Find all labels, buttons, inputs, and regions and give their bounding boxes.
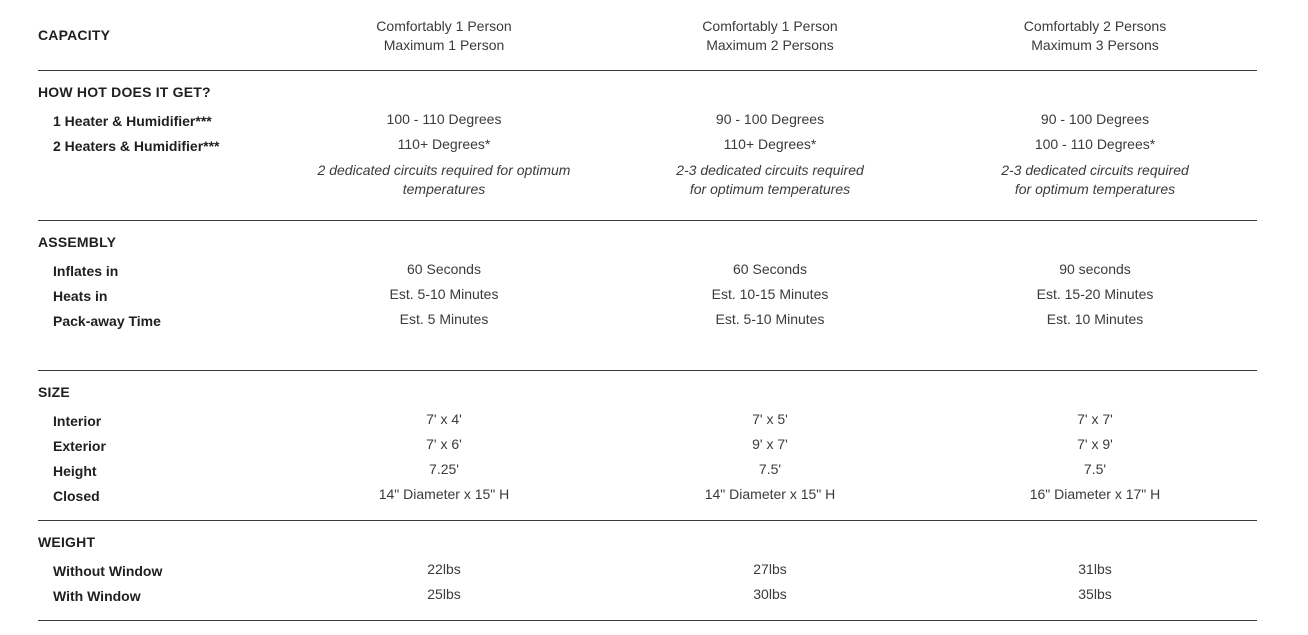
capacity-col-3 bbox=[945, 17, 1245, 55]
row-label-two-heaters: 2 Heaters & Humidifier*** bbox=[53, 138, 220, 154]
row-label-pack-away-time: Pack-away Time bbox=[53, 313, 161, 329]
capacity-col-2 bbox=[620, 17, 920, 55]
row-label-interior: Interior bbox=[53, 413, 102, 429]
section-title-heat: HOW HOT DOES IT GET? bbox=[38, 84, 211, 100]
capacity-maximum: Maximum 1 Person bbox=[383, 37, 505, 53]
size-interior-col-2: 7' x 5' bbox=[752, 411, 788, 427]
section-title-weight: WEIGHT bbox=[38, 534, 96, 550]
assembly-pack-away-col-3: Est. 10 Minutes bbox=[1046, 311, 1144, 327]
heat-one-heater-col-2: 90 - 100 Degrees bbox=[715, 111, 825, 127]
section-divider bbox=[38, 520, 1257, 521]
weight-with-window-col-2: 30lbs bbox=[753, 586, 787, 602]
heat-note-line: 2-3 dedicated circuits required bbox=[676, 162, 864, 178]
assembly-inflates-col-3: 90 seconds bbox=[1059, 261, 1131, 277]
heat-two-heaters-col-2: 110+ Degrees* bbox=[723, 136, 817, 152]
assembly-heats-col-3: Est. 15-20 Minutes bbox=[1036, 286, 1154, 302]
section-title-size: SIZE bbox=[38, 384, 70, 400]
capacity-maximum: Maximum 2 Persons bbox=[706, 37, 834, 53]
weight-without-window-col-3: 31lbs bbox=[1078, 561, 1112, 577]
weight-without-window-col-2: 27lbs bbox=[753, 561, 787, 577]
heat-note-col-3 bbox=[945, 161, 1245, 199]
assembly-pack-away-col-2: Est. 5-10 Minutes bbox=[715, 311, 825, 327]
size-closed-col-3: 16" Diameter x 17" H bbox=[1029, 486, 1161, 502]
capacity-comfortable: Comfortably 1 Person bbox=[376, 18, 512, 34]
heat-note-line: for optimum temperatures bbox=[1014, 181, 1176, 197]
capacity-col-1 bbox=[294, 17, 594, 55]
assembly-inflates-col-2: 60 Seconds bbox=[733, 261, 807, 277]
heat-two-heaters-col-3: 100 - 110 Degrees* bbox=[1034, 136, 1156, 152]
heat-note-line: for optimum temperatures bbox=[689, 181, 851, 197]
size-height-col-3: 7.5' bbox=[1083, 461, 1107, 477]
weight-without-window-col-1: 22lbs bbox=[427, 561, 461, 577]
size-closed-col-2: 14" Diameter x 15" H bbox=[704, 486, 836, 502]
weight-with-window-col-3: 35lbs bbox=[1078, 586, 1112, 602]
size-height-col-1: 7.25' bbox=[429, 461, 459, 477]
row-label-heats-in: Heats in bbox=[53, 288, 108, 304]
size-exterior-col-1: 7' x 6' bbox=[426, 436, 462, 452]
heat-note-col-2 bbox=[620, 161, 920, 199]
assembly-heats-col-1: Est. 5-10 Minutes bbox=[389, 286, 499, 302]
size-height-col-2: 7.5' bbox=[758, 461, 782, 477]
heat-note-line: 2 dedicated circuits required for optimum bbox=[317, 162, 571, 178]
heat-note-line: temperatures bbox=[402, 181, 486, 197]
size-exterior-col-2: 9' x 7' bbox=[752, 436, 788, 452]
section-title-assembly: ASSEMBLY bbox=[38, 234, 117, 250]
heat-note-col-1 bbox=[294, 161, 594, 199]
size-exterior-col-3: 7' x 9' bbox=[1077, 436, 1113, 452]
section-divider bbox=[38, 70, 1257, 71]
capacity-maximum: Maximum 3 Persons bbox=[1031, 37, 1159, 53]
size-interior-col-3: 7' x 7' bbox=[1077, 411, 1113, 427]
assembly-inflates-col-1: 60 Seconds bbox=[407, 261, 481, 277]
heat-note-line: 2-3 dedicated circuits required bbox=[1001, 162, 1189, 178]
heat-one-heater-col-1: 100 - 110 Degrees bbox=[386, 111, 502, 127]
assembly-pack-away-col-1: Est. 5 Minutes bbox=[399, 311, 489, 327]
row-label-closed: Closed bbox=[53, 488, 100, 504]
size-closed-col-1: 14" Diameter x 15" H bbox=[378, 486, 510, 502]
section-divider bbox=[38, 370, 1257, 371]
heat-one-heater-col-3: 90 - 100 Degrees bbox=[1040, 111, 1150, 127]
row-label-exterior: Exterior bbox=[53, 438, 106, 454]
section-title-capacity: CAPACITY bbox=[38, 27, 111, 43]
row-label-with-window: With Window bbox=[53, 588, 141, 604]
capacity-comfortable: Comfortably 1 Person bbox=[702, 18, 838, 34]
weight-with-window-col-1: 25lbs bbox=[427, 586, 461, 602]
row-label-one-heater: 1 Heater & Humidifier*** bbox=[53, 113, 212, 129]
section-divider bbox=[38, 220, 1257, 221]
capacity-comfortable: Comfortably 2 Persons bbox=[1023, 18, 1167, 34]
heat-two-heaters-col-1: 110+ Degrees* bbox=[397, 136, 491, 152]
row-label-without-window: Without Window bbox=[53, 563, 163, 579]
size-interior-col-1: 7' x 4' bbox=[426, 411, 462, 427]
row-label-height: Height bbox=[53, 463, 97, 479]
section-divider bbox=[38, 620, 1257, 621]
row-label-inflates-in: Inflates in bbox=[53, 263, 119, 279]
assembly-heats-col-2: Est. 10-15 Minutes bbox=[711, 286, 829, 302]
